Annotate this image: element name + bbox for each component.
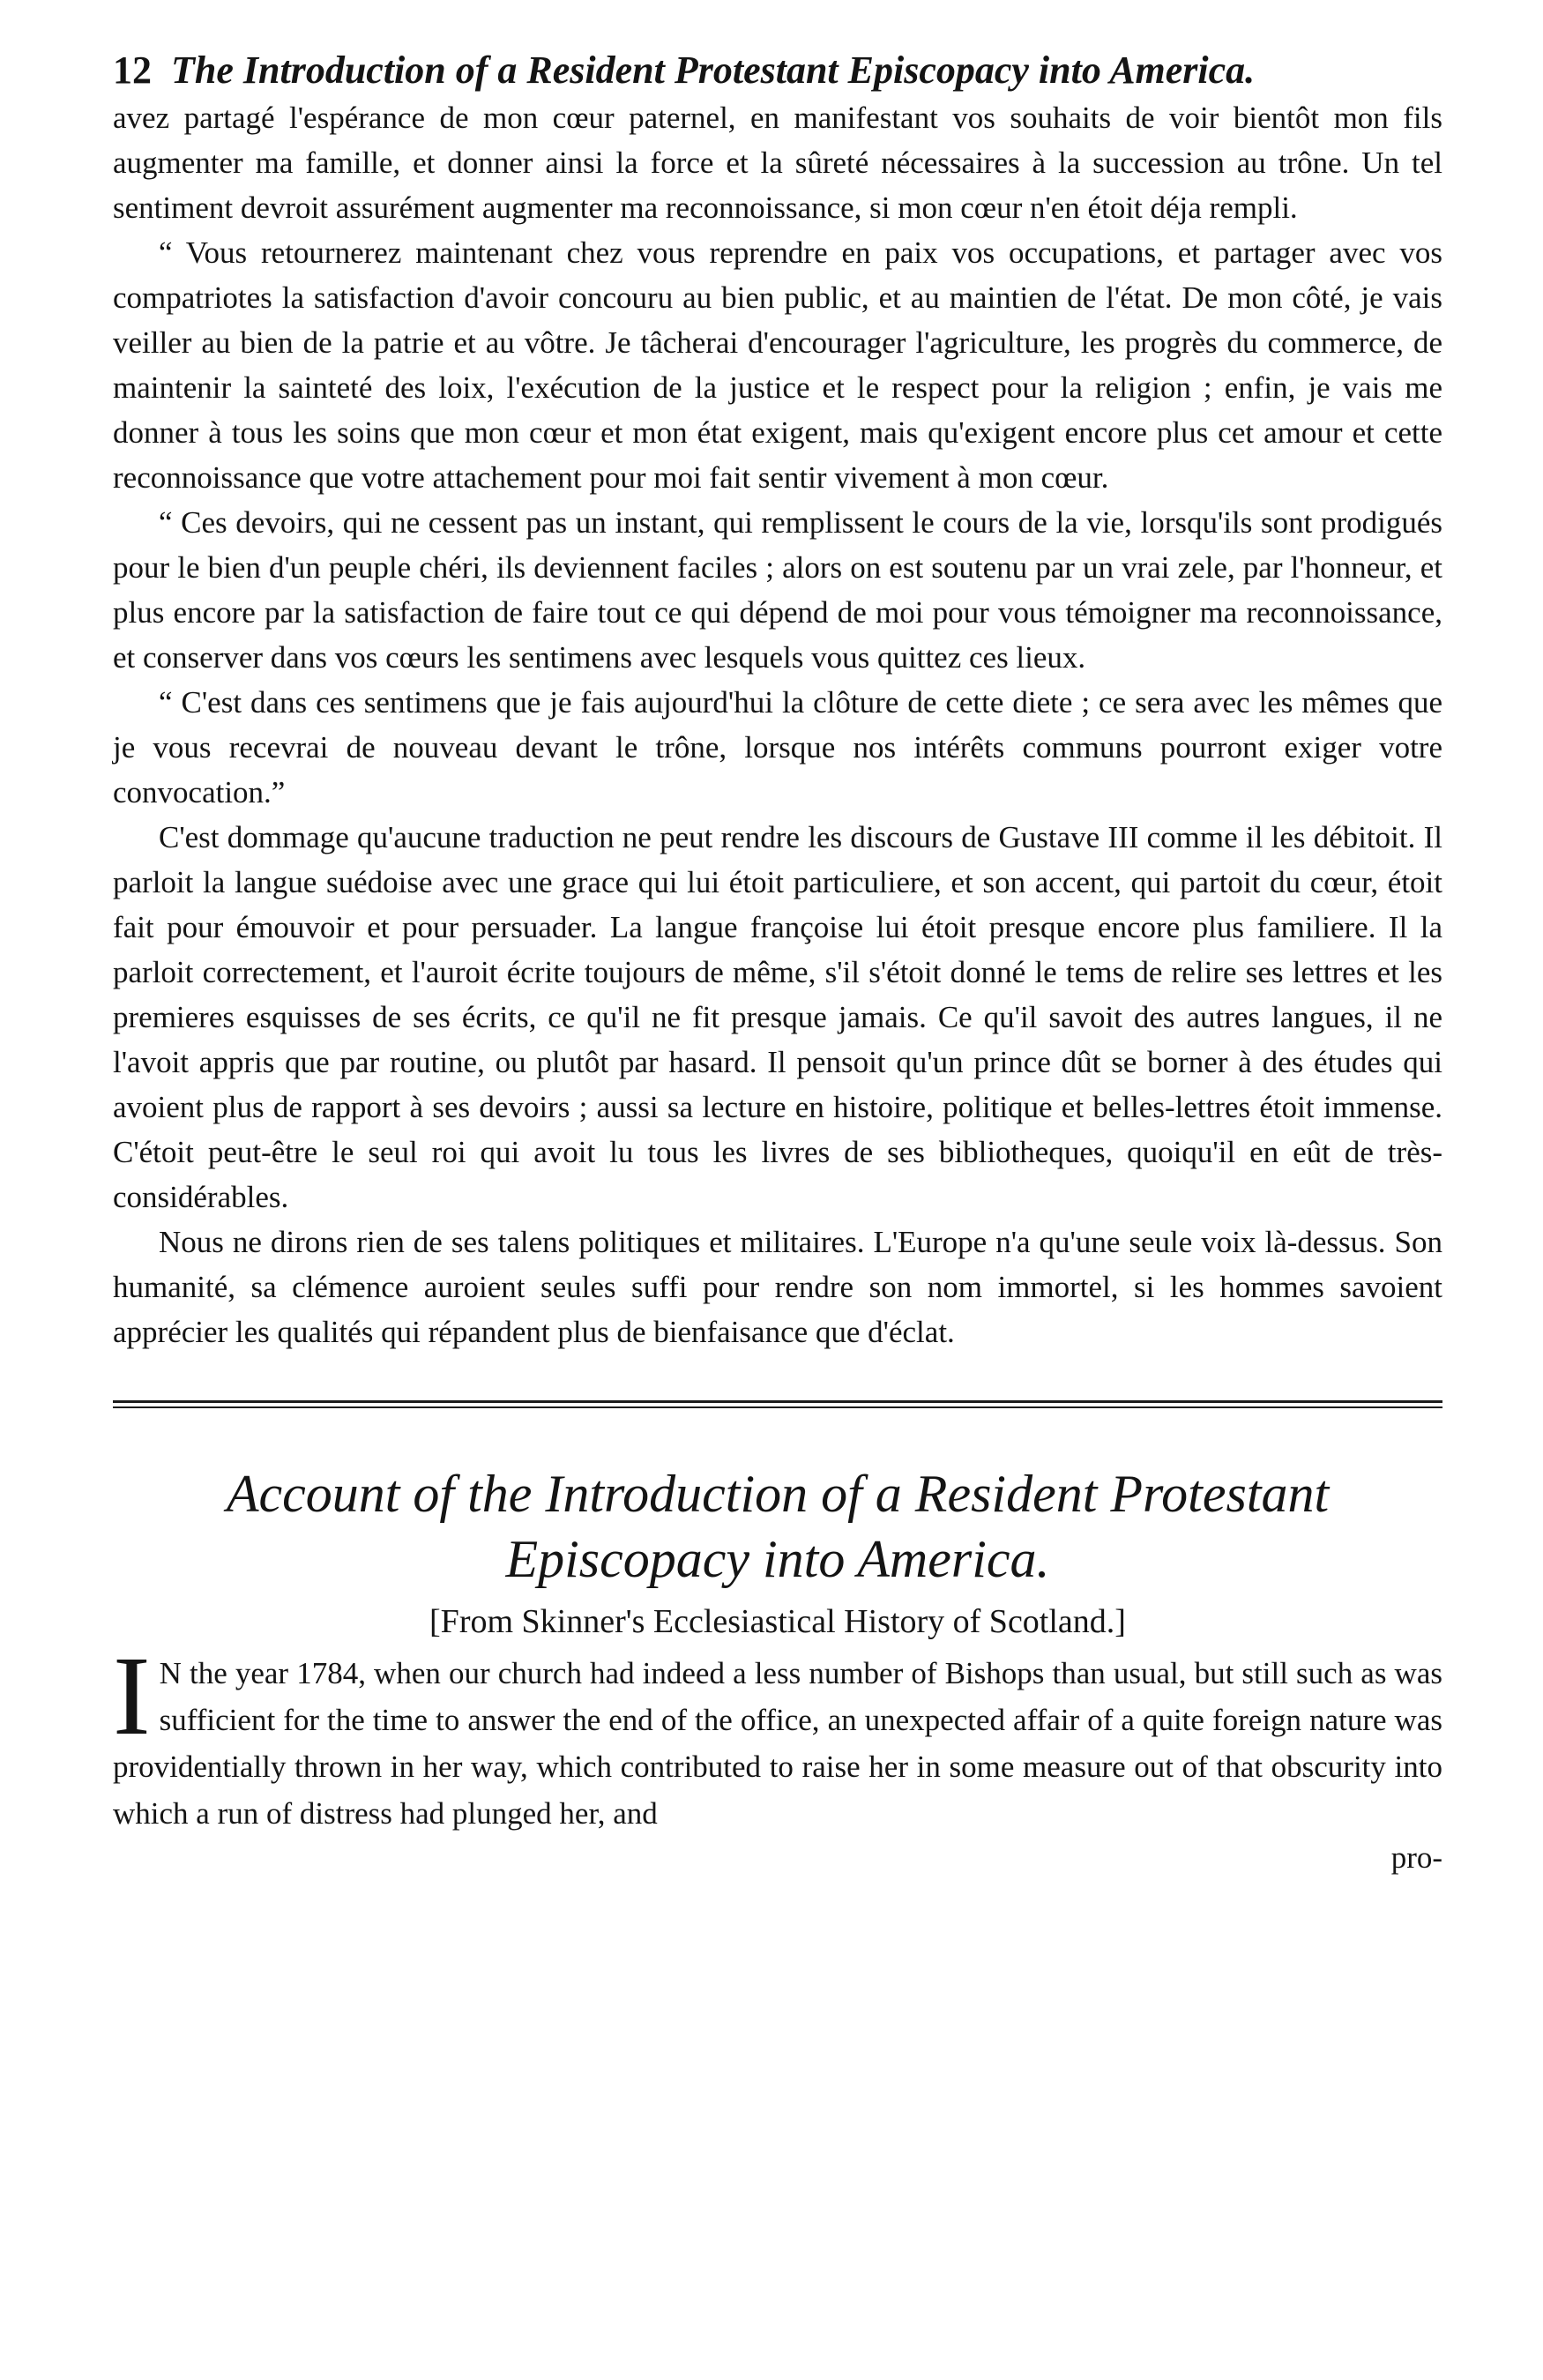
running-head — [113, 46, 1442, 95]
french-speech-text — [113, 95, 1442, 1354]
running-head-title: The Introduction of a Resident Protestant Episcopacy into America. — [171, 48, 1256, 92]
page-number: 12 — [113, 48, 152, 92]
paragraph: “ C'est dans ces sentimens que je fais aujourd'hui la clôture de cette diete ; ce sera avec les mêmes que je vous recevrai de nouveau devant le trône, lorsque nos intérêts communs pourront exiger votre convocation.” — [113, 685, 1442, 809]
article-source: [From Skinner's Ecclesiastical History of Scotland.] — [429, 1603, 1126, 1640]
paragraph: “ Ces devoirs, qui ne cessent pas un instant, qui remplissent le cours de la vie, lorsqu'ils sont prodigués pour le bien d'un peuple chéri, ils deviennent faciles ; alors on est soutenu par un vrai zele, par l'honneur, et plus encore par la satisfaction de faire tout ce qui dépend de moi pour vous témoigner ma reconnoissance, et conserver dans vos cœurs les sentimens avec lesquels vous quittez ces lieux. — [113, 505, 1442, 675]
paragraph: “ Vous retournerez maintenant chez vous reprendre en paix vos occupations, et partager avec vos compatriotes la satisfaction d'avoir concouru au bien public, et au maintien de l'état. De mon côté, je vais veiller au bien de la patrie et au vôtre. Je tâcherai d'encourager l'agriculture, les progrès du commerce, de maintenir la sainteté des loix, l'exécution de la justice et le respect pour la religion ; enfin, je vais me donner à tous les soins que mon cœur et mon état exigent, mais qu'exigent encore plus cet amour et cette reconnoissance que votre attachement pour moi fait sentir vivement à mon cœur. — [113, 235, 1442, 495]
article-title: Account of the Introduction of a Resident Protestant Episcopacy into America. — [226, 1465, 1330, 1588]
paragraph: avez partagé l'espérance de mon cœur paternel, en manifestant vos souhaits de voir bientôt mon fils augmenter ma famille, et donner ainsi la force et la sûreté nécessaires à la succession au trône. Un tel sentiment devroit assurément augmenter ma reconnoissance, si mon cœur n'en étoit déja rempli. — [113, 101, 1442, 225]
article-opening-text: N the year 1784, when our church had indeed a less number of Bishops than usual, but still such as was sufficient for the time to answer the end of the office, an unexpected affair of a quite foreign nature was providentially thrown in her way, which contributed to raise her in some measure out of that obscurity into which a run of distress had plunged her, and — [113, 1656, 1442, 1831]
divider-rule — [113, 1406, 1442, 1408]
section-divider — [113, 1400, 1442, 1408]
paragraph: Nous ne dirons rien de ses talens politiques et militaires. L'Europe n'a qu'une seule voix là-dessus. Son humanité, sa clémence auroient seules suffi pour rendre son nom immortel, si les hommes savoient apprécier les qualités qui répandent plus de bienfaisance que d'éclat. — [113, 1225, 1442, 1349]
drop-cap: I — [113, 1633, 151, 1758]
catchword: pro- — [1390, 1840, 1442, 1875]
paragraph: C'est dommage qu'aucune traduction ne peut rendre les discours de Gustave III comme il les débitoit. Il parloit la langue suédoise avec une grace qui lui étoit particuliere, et son accent, qui partoit du cœur, étoit fait pour émouvoir et pour persuader. La langue françoise lui étoit presque encore plus familiere. Il la parloit correctement, et l'auroit écrite toujours de même, s'il s'étoit donné le tems de relire ses lettres et les premieres esquisses de ses écrits, ce qu'il ne fit presque jamais. Ce qu'il savoit des autres langues, il ne l'avoit appris que par routine, ou plutôt par hasard. Il pensoit qu'un prince dût se borner à des études qui avoient plus de rapport à ses devoirs ; aussi sa lecture en histoire, politique et belles-lettres étoit immense. C'étoit peut-être le seul roi qui avoit lu tous les livres de ses bibliotheques, quoiqu'il en eût de très-considérables. — [113, 820, 1442, 1214]
article-opening-paragraph — [113, 1633, 1442, 1837]
divider-rule — [113, 1400, 1442, 1403]
book-page — [113, 46, 1442, 1875]
